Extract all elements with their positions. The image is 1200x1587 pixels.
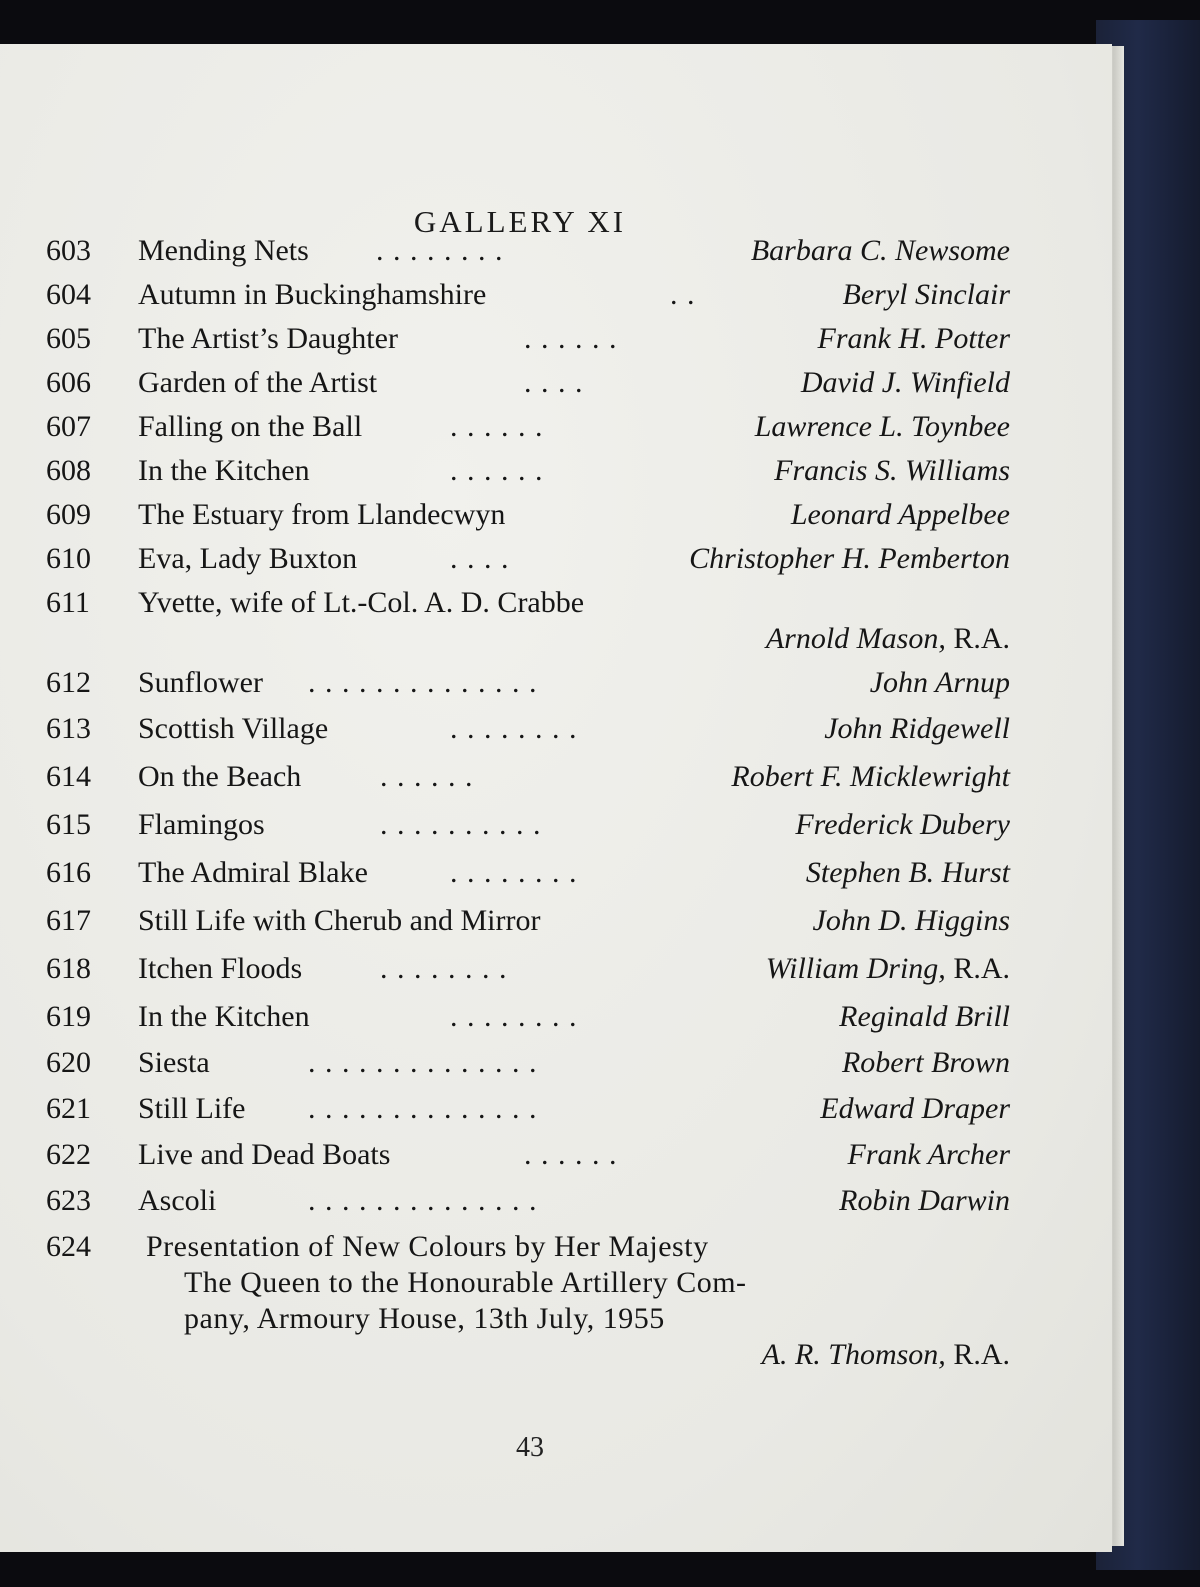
- entry-artist-name: Arnold Mason,: [765, 622, 946, 655]
- entry-title: In the Kitchen: [138, 1000, 310, 1033]
- entry-number: 608: [46, 454, 91, 487]
- catalogue-entry: [46, 856, 1010, 900]
- entry-number: 617: [46, 904, 91, 937]
- entry-artist-name: A. R. Thomson,: [761, 1338, 946, 1371]
- entry-number: 610: [46, 542, 91, 575]
- entry-number: 623: [46, 1184, 91, 1217]
- catalogue-entry: [46, 498, 1010, 542]
- catalogue-entry: [46, 1138, 1010, 1182]
- catalogue-entry: [46, 278, 1010, 322]
- entry-number: 615: [46, 808, 91, 841]
- entry-number: 612: [46, 666, 91, 699]
- entry-artist: David J. Winfield: [800, 366, 1010, 399]
- entry-number: 611: [46, 586, 90, 619]
- entry-number: 607: [46, 410, 91, 443]
- catalogue-entry: [46, 1092, 1010, 1136]
- leader-dots: . .: [670, 278, 696, 311]
- entry-artist: John D. Higgins: [812, 904, 1010, 937]
- entry-title: Still Life: [138, 1092, 246, 1125]
- entry-title: Mending Nets: [138, 234, 309, 267]
- entry-artist: Robert Brown: [841, 1046, 1010, 1079]
- catalogue-entry: [46, 1046, 1010, 1090]
- leader-dots: . . . . . .: [380, 760, 474, 793]
- entry-title: Yvette, wife of Lt.-Col. A. D. Crabbe: [138, 586, 585, 619]
- entry-title: Flamingos: [138, 808, 265, 841]
- entry-title-line: Presentation of New Colours by Her Majesty: [146, 1230, 709, 1263]
- leader-dots: . . . . . . . . . . . . . .: [308, 666, 538, 699]
- catalogue-entry: [46, 952, 1010, 996]
- entry-artist: Frederick Dubery: [795, 808, 1010, 841]
- entry-title: The Admiral Blake: [138, 856, 368, 889]
- leader-dots: . . . . . . . . . . . . . .: [308, 1092, 538, 1125]
- entry-artist: Robin Darwin: [839, 1184, 1010, 1217]
- catalogue-entry: [46, 322, 1010, 366]
- leader-dots: . . . . . . . .: [450, 856, 578, 889]
- leader-dots: . . . .: [524, 366, 584, 399]
- entry-artist-honour: R.A.: [953, 622, 1010, 655]
- entry-artist-name: William Dring,: [765, 952, 946, 985]
- entry-number: 621: [46, 1092, 91, 1125]
- catalogue-entry: [46, 904, 1010, 948]
- entry-number: 619: [46, 1000, 91, 1033]
- entry-artist: Reginald Brill: [839, 1000, 1010, 1033]
- entry-artist: Leonard Appelbee: [790, 498, 1010, 531]
- entry-artist: Francis S. Williams: [774, 454, 1010, 487]
- entry-artist: [766, 622, 1010, 656]
- page-title: GALLERY XI: [413, 204, 627, 239]
- entry-artist: Edward Draper: [820, 1092, 1010, 1125]
- entry-artist: Frank Archer: [847, 1138, 1010, 1171]
- leader-dots: . . . . . . . . . . . . . .: [308, 1184, 538, 1217]
- entry-title: Eva, Lady Buxton: [138, 542, 358, 575]
- entry-title: The Estuary from Llandecwyn: [138, 498, 506, 531]
- entry-artist: Stephen B. Hurst: [805, 856, 1010, 889]
- entry-title: Itchen Floods: [138, 952, 303, 985]
- entry-title: Sunflower: [138, 666, 263, 699]
- entry-artist: Barbara C. Newsome: [750, 234, 1010, 267]
- catalogue-entry: [46, 1000, 1010, 1044]
- catalogue-entry: [46, 1184, 1010, 1228]
- page-number: 43: [516, 1432, 544, 1463]
- catalogue-entry: [46, 366, 1010, 410]
- catalogue-entry: [46, 586, 1010, 666]
- entry-artist: Christopher H. Pemberton: [689, 542, 1010, 575]
- leader-dots: . . . . . . . .: [450, 712, 578, 745]
- entry-title: Scottish Village: [138, 712, 329, 745]
- leader-dots: . . . . . . . .: [376, 234, 504, 267]
- entry-number: 616: [46, 856, 91, 889]
- entry-title: Autumn in Buckinghamshire: [138, 278, 487, 311]
- entry-artist: Beryl Sinclair: [842, 278, 1010, 311]
- entry-artist: [766, 952, 1010, 986]
- entry-artist: John Ridgewell: [824, 712, 1010, 745]
- entry-title: Siesta: [138, 1046, 210, 1079]
- catalogue-entry: [46, 542, 1010, 586]
- leader-dots: . . . . . . . . . . . . . .: [308, 1046, 538, 1079]
- entry-title: Ascoli: [138, 1184, 217, 1217]
- catalogue-page: [0, 44, 1112, 1552]
- entry-title: Still Life with Cherub and Mirror: [138, 904, 541, 937]
- leader-dots: . . . . . . . .: [450, 1000, 578, 1033]
- entry-title-line: pany, Armoury House, 13th July, 1955: [184, 1302, 665, 1335]
- entry-number: 613: [46, 712, 91, 745]
- entry-number: 609: [46, 498, 91, 531]
- entry-number: 604: [46, 278, 91, 311]
- entry-number: 614: [46, 760, 91, 793]
- leader-dots: . . . . . . . . . .: [380, 808, 542, 841]
- entry-artist: Frank H. Potter: [817, 322, 1010, 355]
- catalogue-entry: [46, 712, 1010, 756]
- entry-title: Live and Dead Boats: [138, 1138, 391, 1171]
- entry-artist: [762, 1338, 1010, 1372]
- entry-title: The Artist’s Daughter: [138, 322, 398, 355]
- entry-artist-honour: R.A.: [953, 1338, 1010, 1371]
- catalogue-entry: [46, 666, 1010, 710]
- entry-artist: Lawrence L. Toynbee: [754, 410, 1010, 443]
- catalogue-entry: [46, 760, 1010, 804]
- entry-title: Garden of the Artist: [138, 366, 378, 399]
- leader-dots: . . . . . .: [524, 1138, 618, 1171]
- entry-number: 620: [46, 1046, 91, 1079]
- entry-number: 603: [46, 234, 91, 267]
- entry-title: In the Kitchen: [138, 454, 310, 487]
- catalogue-entry: [46, 454, 1010, 498]
- entry-artist: John Arnup: [869, 666, 1010, 699]
- entry-number: 605: [46, 322, 91, 355]
- entry-number: 622: [46, 1138, 91, 1171]
- leader-dots: . . . . . .: [524, 322, 618, 355]
- catalogue-entry: [46, 234, 1010, 278]
- entry-title-line: The Queen to the Honourable Artillery Com-: [184, 1266, 747, 1299]
- catalogue-entry: [46, 410, 1010, 454]
- entry-number: 624: [46, 1230, 91, 1263]
- leader-dots: . . . . . . . .: [380, 952, 508, 985]
- entry-number: 606: [46, 366, 91, 399]
- leader-dots: . . . . . .: [450, 454, 544, 487]
- leader-dots: . . . . . .: [450, 410, 544, 443]
- leader-dots: . . . .: [450, 542, 510, 575]
- catalogue-entry: [46, 808, 1010, 852]
- entry-title: Falling on the Ball: [138, 410, 363, 443]
- entry-number: 618: [46, 952, 91, 985]
- entry-artist-honour: R.A.: [953, 952, 1010, 985]
- entry-artist: Robert F. Micklewright: [731, 760, 1010, 793]
- entry-title: On the Beach: [138, 760, 302, 793]
